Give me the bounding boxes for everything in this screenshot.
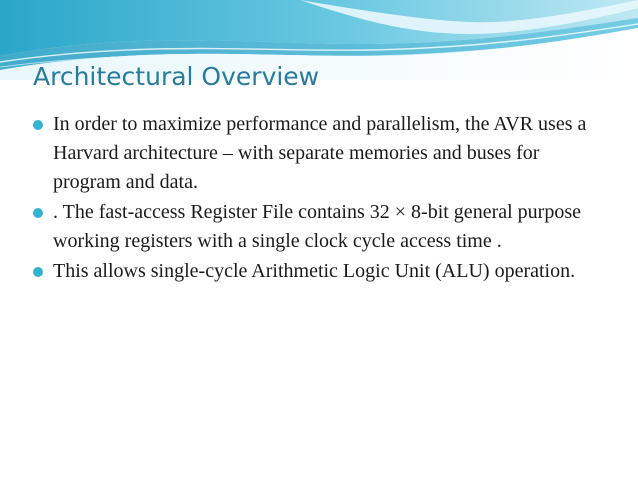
bullet-text: In order to maximize performance and parallelism, the AVR uses a Harvard architecture – with separate memories and buses for program and data. bbox=[53, 113, 587, 193]
bullet-dot-icon bbox=[33, 267, 43, 277]
bullet-item bbox=[33, 110, 603, 197]
bullet-item bbox=[33, 198, 603, 256]
bullet-item bbox=[33, 257, 603, 286]
bullet-text: This allows single-cycle Arithmetic Logic Unit (ALU) operation. bbox=[53, 260, 576, 282]
bullet-list bbox=[33, 110, 603, 287]
bullet-dot-icon bbox=[33, 120, 43, 130]
bullet-dot-icon bbox=[33, 208, 43, 218]
slide-title: Architectural Overview bbox=[33, 62, 320, 91]
bullet-text: . The fast-access Register File contains 32 × 8-bit general purpose working registers with a single clock cycle access time . bbox=[53, 201, 581, 252]
